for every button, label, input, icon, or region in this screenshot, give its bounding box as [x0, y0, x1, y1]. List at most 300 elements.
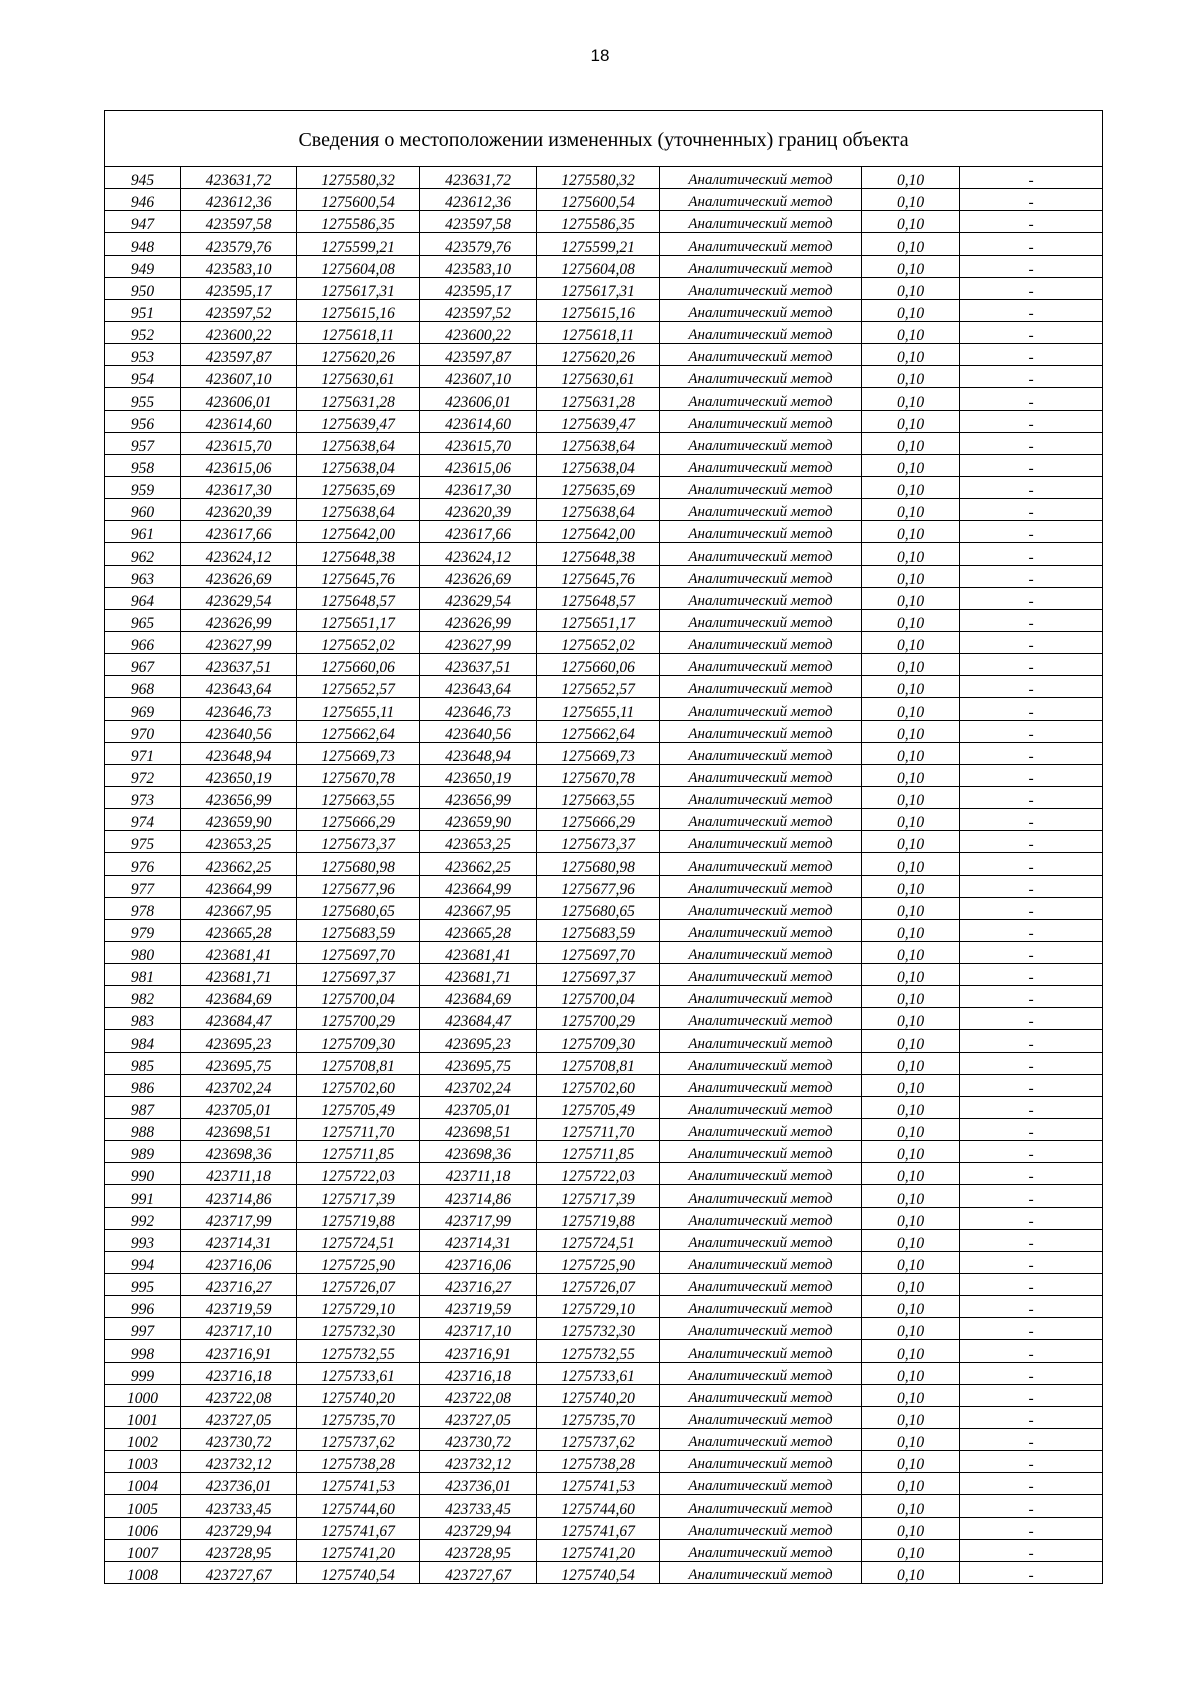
method-cell: Аналитический метод: [660, 410, 862, 432]
accuracy-cell: 0,10: [862, 454, 960, 476]
table-row: [105, 277, 1103, 299]
x-old-cell: 423716,27: [181, 1274, 297, 1296]
description-cell: -: [960, 986, 1103, 1008]
description-cell: -: [960, 1274, 1103, 1296]
table-row: [105, 986, 1103, 1008]
point-number-cell: 985: [105, 1052, 181, 1074]
y-new-cell: 1275741,67: [537, 1517, 660, 1539]
x-old-cell: 423631,72: [181, 167, 297, 189]
table-row: [105, 1163, 1103, 1185]
table-row: [105, 1384, 1103, 1406]
method-cell: Аналитический метод: [660, 233, 862, 255]
point-number-cell: 986: [105, 1074, 181, 1096]
description-cell: -: [960, 1384, 1103, 1406]
description-cell: -: [960, 742, 1103, 764]
x-new-cell: 423606,01: [420, 388, 537, 410]
accuracy-cell: 0,10: [862, 1517, 960, 1539]
x-new-cell: 423667,95: [420, 897, 537, 919]
y-old-cell: 1275670,78: [297, 764, 420, 786]
description-cell: -: [960, 676, 1103, 698]
y-old-cell: 1275599,21: [297, 233, 420, 255]
table-row: [105, 875, 1103, 897]
y-new-cell: 1275651,17: [537, 609, 660, 631]
method-cell: Аналитический метод: [660, 366, 862, 388]
x-old-cell: 423730,72: [181, 1429, 297, 1451]
description-cell: -: [960, 1318, 1103, 1340]
method-cell: Аналитический метод: [660, 1451, 862, 1473]
method-cell: Аналитический метод: [660, 1207, 862, 1229]
point-number-cell: 978: [105, 897, 181, 919]
description-cell: -: [960, 321, 1103, 343]
x-old-cell: 423659,90: [181, 809, 297, 831]
y-new-cell: 1275740,54: [537, 1561, 660, 1583]
y-new-cell: 1275580,32: [537, 167, 660, 189]
table-row: [105, 1362, 1103, 1384]
x-new-cell: 423684,47: [420, 1008, 537, 1030]
point-number-cell: 1002: [105, 1429, 181, 1451]
description-cell: -: [960, 454, 1103, 476]
x-old-cell: 423624,12: [181, 543, 297, 565]
point-number-cell: 954: [105, 366, 181, 388]
table-row: [105, 853, 1103, 875]
y-old-cell: 1275717,39: [297, 1185, 420, 1207]
accuracy-cell: 0,10: [862, 344, 960, 366]
x-new-cell: 423702,24: [420, 1074, 537, 1096]
accuracy-cell: 0,10: [862, 1141, 960, 1163]
y-old-cell: 1275673,37: [297, 831, 420, 853]
y-new-cell: 1275662,64: [537, 720, 660, 742]
accuracy-cell: 0,10: [862, 631, 960, 653]
accuracy-cell: 0,10: [862, 1030, 960, 1052]
point-number-cell: 963: [105, 565, 181, 587]
method-cell: Аналитический метод: [660, 831, 862, 853]
y-new-cell: 1275642,00: [537, 521, 660, 543]
x-old-cell: 423637,51: [181, 654, 297, 676]
y-new-cell: 1275655,11: [537, 698, 660, 720]
table-row: [105, 1030, 1103, 1052]
x-new-cell: 423607,10: [420, 366, 537, 388]
method-cell: Аналитический метод: [660, 654, 862, 676]
method-cell: Аналитический метод: [660, 1008, 862, 1030]
point-number-cell: 958: [105, 454, 181, 476]
description-cell: -: [960, 698, 1103, 720]
y-new-cell: 1275724,51: [537, 1229, 660, 1251]
table-row: [105, 1008, 1103, 1030]
point-number-cell: 996: [105, 1296, 181, 1318]
point-number-cell: 979: [105, 919, 181, 941]
y-old-cell: 1275638,04: [297, 454, 420, 476]
x-old-cell: 423650,19: [181, 764, 297, 786]
y-old-cell: 1275697,70: [297, 941, 420, 963]
x-old-cell: 423722,08: [181, 1384, 297, 1406]
accuracy-cell: 0,10: [862, 543, 960, 565]
x-old-cell: 423597,52: [181, 299, 297, 321]
x-old-cell: 423648,94: [181, 742, 297, 764]
y-new-cell: 1275741,53: [537, 1473, 660, 1495]
point-number-cell: 965: [105, 609, 181, 631]
x-new-cell: 423684,69: [420, 986, 537, 1008]
method-cell: Аналитический метод: [660, 321, 862, 343]
y-old-cell: 1275638,64: [297, 432, 420, 454]
x-old-cell: 423695,75: [181, 1052, 297, 1074]
method-cell: Аналитический метод: [660, 189, 862, 211]
x-old-cell: 423664,99: [181, 875, 297, 897]
table-row: [105, 1052, 1103, 1074]
y-old-cell: 1275580,32: [297, 167, 420, 189]
description-cell: -: [960, 1207, 1103, 1229]
method-cell: Аналитический метод: [660, 454, 862, 476]
method-cell: Аналитический метод: [660, 1052, 862, 1074]
accuracy-cell: 0,10: [862, 764, 960, 786]
y-new-cell: 1275719,88: [537, 1207, 660, 1229]
y-old-cell: 1275719,88: [297, 1207, 420, 1229]
description-cell: -: [960, 277, 1103, 299]
boundary-coordinates-table: [104, 110, 1103, 1584]
method-cell: Аналитический метод: [660, 1251, 862, 1273]
method-cell: Аналитический метод: [660, 1318, 862, 1340]
accuracy-cell: 0,10: [862, 1539, 960, 1561]
method-cell: Аналитический метод: [660, 919, 862, 941]
point-number-cell: 945: [105, 167, 181, 189]
table-row: [105, 1096, 1103, 1118]
method-cell: Аналитический метод: [660, 1561, 862, 1583]
x-old-cell: 423714,31: [181, 1229, 297, 1251]
y-old-cell: 1275648,57: [297, 587, 420, 609]
accuracy-cell: 0,10: [862, 809, 960, 831]
table-row: [105, 543, 1103, 565]
y-new-cell: 1275697,70: [537, 941, 660, 963]
x-new-cell: 423629,54: [420, 587, 537, 609]
x-new-cell: 423583,10: [420, 255, 537, 277]
y-old-cell: 1275726,07: [297, 1274, 420, 1296]
x-old-cell: 423736,01: [181, 1473, 297, 1495]
table-row: [105, 587, 1103, 609]
accuracy-cell: 0,10: [862, 1296, 960, 1318]
accuracy-cell: 0,10: [862, 1163, 960, 1185]
table-row: [105, 1495, 1103, 1517]
accuracy-cell: 0,10: [862, 897, 960, 919]
accuracy-cell: 0,10: [862, 1074, 960, 1096]
description-cell: -: [960, 366, 1103, 388]
y-old-cell: 1275660,06: [297, 654, 420, 676]
point-number-cell: 988: [105, 1119, 181, 1141]
method-cell: Аналитический метод: [660, 1296, 862, 1318]
point-number-cell: 947: [105, 211, 181, 233]
description-cell: -: [960, 1340, 1103, 1362]
y-new-cell: 1275639,47: [537, 410, 660, 432]
table-row: [105, 1473, 1103, 1495]
y-new-cell: 1275618,11: [537, 321, 660, 343]
x-new-cell: 423659,90: [420, 809, 537, 831]
x-new-cell: 423597,87: [420, 344, 537, 366]
x-old-cell: 423698,36: [181, 1141, 297, 1163]
table-row: [105, 897, 1103, 919]
y-new-cell: 1275648,38: [537, 543, 660, 565]
method-cell: Аналитический метод: [660, 1539, 862, 1561]
point-number-cell: 980: [105, 941, 181, 963]
point-number-cell: 995: [105, 1274, 181, 1296]
accuracy-cell: 0,10: [862, 1384, 960, 1406]
y-old-cell: 1275604,08: [297, 255, 420, 277]
description-cell: -: [960, 1517, 1103, 1539]
point-number-cell: 994: [105, 1251, 181, 1273]
table-row: [105, 1074, 1103, 1096]
table-row: [105, 255, 1103, 277]
y-old-cell: 1275680,98: [297, 853, 420, 875]
method-cell: Аналитический метод: [660, 167, 862, 189]
point-number-cell: 953: [105, 344, 181, 366]
description-cell: -: [960, 720, 1103, 742]
point-number-cell: 974: [105, 809, 181, 831]
accuracy-cell: 0,10: [862, 1429, 960, 1451]
method-cell: Аналитический метод: [660, 698, 862, 720]
x-old-cell: 423716,91: [181, 1340, 297, 1362]
y-old-cell: 1275724,51: [297, 1229, 420, 1251]
x-new-cell: 423717,99: [420, 1207, 537, 1229]
y-new-cell: 1275652,02: [537, 631, 660, 653]
accuracy-cell: 0,10: [862, 366, 960, 388]
point-number-cell: 956: [105, 410, 181, 432]
x-new-cell: 423695,23: [420, 1030, 537, 1052]
y-old-cell: 1275700,29: [297, 1008, 420, 1030]
method-cell: Аналитический метод: [660, 986, 862, 1008]
description-cell: -: [960, 1185, 1103, 1207]
method-cell: Аналитический метод: [660, 676, 862, 698]
accuracy-cell: 0,10: [862, 432, 960, 454]
y-new-cell: 1275700,04: [537, 986, 660, 1008]
table-row: [105, 299, 1103, 321]
table-row: [105, 676, 1103, 698]
accuracy-cell: 0,10: [862, 1207, 960, 1229]
description-cell: -: [960, 499, 1103, 521]
table-row: [105, 476, 1103, 498]
x-old-cell: 423615,70: [181, 432, 297, 454]
description-cell: -: [960, 189, 1103, 211]
table-row: [105, 410, 1103, 432]
y-old-cell: 1275662,64: [297, 720, 420, 742]
x-new-cell: 423736,01: [420, 1473, 537, 1495]
x-new-cell: 423727,67: [420, 1561, 537, 1583]
x-new-cell: 423662,25: [420, 853, 537, 875]
method-cell: Аналитический метод: [660, 875, 862, 897]
accuracy-cell: 0,10: [862, 388, 960, 410]
y-new-cell: 1275638,04: [537, 454, 660, 476]
y-new-cell: 1275740,20: [537, 1384, 660, 1406]
accuracy-cell: 0,10: [862, 1340, 960, 1362]
accuracy-cell: 0,10: [862, 233, 960, 255]
point-number-cell: 987: [105, 1096, 181, 1118]
point-number-cell: 970: [105, 720, 181, 742]
description-cell: -: [960, 1561, 1103, 1583]
x-old-cell: 423627,99: [181, 631, 297, 653]
point-number-cell: 969: [105, 698, 181, 720]
method-cell: Аналитический метод: [660, 964, 862, 986]
table-row: [105, 233, 1103, 255]
point-number-cell: 971: [105, 742, 181, 764]
method-cell: Аналитический метод: [660, 720, 862, 742]
table-row: [105, 1517, 1103, 1539]
y-old-cell: 1275666,29: [297, 809, 420, 831]
x-new-cell: 423617,30: [420, 476, 537, 498]
table-row: [105, 831, 1103, 853]
y-old-cell: 1275680,65: [297, 897, 420, 919]
y-old-cell: 1275663,55: [297, 786, 420, 808]
accuracy-cell: 0,10: [862, 698, 960, 720]
y-new-cell: 1275741,20: [537, 1539, 660, 1561]
x-new-cell: 423681,71: [420, 964, 537, 986]
x-old-cell: 423629,54: [181, 587, 297, 609]
point-number-cell: 973: [105, 786, 181, 808]
boundary-table-container: [104, 110, 1102, 1584]
table-row: [105, 609, 1103, 631]
table-row: [105, 698, 1103, 720]
x-old-cell: 423646,73: [181, 698, 297, 720]
point-number-cell: 992: [105, 1207, 181, 1229]
description-cell: -: [960, 521, 1103, 543]
y-new-cell: 1275635,69: [537, 476, 660, 498]
description-cell: -: [960, 233, 1103, 255]
description-cell: -: [960, 388, 1103, 410]
y-new-cell: 1275702,60: [537, 1074, 660, 1096]
table-row: [105, 941, 1103, 963]
method-cell: Аналитический метод: [660, 299, 862, 321]
method-cell: Аналитический метод: [660, 1384, 862, 1406]
description-cell: -: [960, 919, 1103, 941]
point-number-cell: 967: [105, 654, 181, 676]
y-new-cell: 1275673,37: [537, 831, 660, 853]
y-new-cell: 1275670,78: [537, 764, 660, 786]
method-cell: Аналитический метод: [660, 764, 862, 786]
accuracy-cell: 0,10: [862, 277, 960, 299]
x-new-cell: 423643,64: [420, 676, 537, 698]
point-number-cell: 959: [105, 476, 181, 498]
method-cell: Аналитический метод: [660, 853, 862, 875]
x-new-cell: 423595,17: [420, 277, 537, 299]
table-row: [105, 521, 1103, 543]
x-new-cell: 423665,28: [420, 919, 537, 941]
description-cell: -: [960, 410, 1103, 432]
x-new-cell: 423579,76: [420, 233, 537, 255]
x-new-cell: 423617,66: [420, 521, 537, 543]
y-new-cell: 1275711,70: [537, 1119, 660, 1141]
method-cell: Аналитический метод: [660, 499, 862, 521]
x-old-cell: 423702,24: [181, 1074, 297, 1096]
y-old-cell: 1275725,90: [297, 1251, 420, 1273]
y-new-cell: 1275737,62: [537, 1429, 660, 1451]
method-cell: Аналитический метод: [660, 1517, 862, 1539]
method-cell: Аналитический метод: [660, 1274, 862, 1296]
table-row: [105, 1229, 1103, 1251]
x-new-cell: 423615,70: [420, 432, 537, 454]
y-old-cell: 1275735,70: [297, 1406, 420, 1428]
table-row: [105, 1274, 1103, 1296]
y-old-cell: 1275615,16: [297, 299, 420, 321]
accuracy-cell: 0,10: [862, 1052, 960, 1074]
y-old-cell: 1275651,17: [297, 609, 420, 631]
x-old-cell: 423617,30: [181, 476, 297, 498]
accuracy-cell: 0,10: [862, 321, 960, 343]
description-cell: -: [960, 1163, 1103, 1185]
method-cell: Аналитический метод: [660, 1096, 862, 1118]
accuracy-cell: 0,10: [862, 786, 960, 808]
table-row: [105, 1296, 1103, 1318]
x-old-cell: 423620,39: [181, 499, 297, 521]
x-old-cell: 423595,17: [181, 277, 297, 299]
method-cell: Аналитический метод: [660, 1030, 862, 1052]
x-new-cell: 423664,99: [420, 875, 537, 897]
x-new-cell: 423722,08: [420, 1384, 537, 1406]
point-number-cell: 993: [105, 1229, 181, 1251]
y-new-cell: 1275615,16: [537, 299, 660, 321]
x-old-cell: 423597,87: [181, 344, 297, 366]
method-cell: Аналитический метод: [660, 609, 862, 631]
x-old-cell: 423662,25: [181, 853, 297, 875]
description-cell: -: [960, 1229, 1103, 1251]
point-number-cell: 972: [105, 764, 181, 786]
accuracy-cell: 0,10: [862, 189, 960, 211]
table-row: [105, 189, 1103, 211]
y-new-cell: 1275617,31: [537, 277, 660, 299]
method-cell: Аналитический метод: [660, 742, 862, 764]
x-old-cell: 423717,10: [181, 1318, 297, 1340]
y-old-cell: 1275705,49: [297, 1096, 420, 1118]
accuracy-cell: 0,10: [862, 1495, 960, 1517]
point-number-cell: 964: [105, 587, 181, 609]
y-old-cell: 1275683,59: [297, 919, 420, 941]
method-cell: Аналитический метод: [660, 344, 862, 366]
table-row: [105, 388, 1103, 410]
description-cell: -: [960, 1052, 1103, 1074]
x-new-cell: 423714,31: [420, 1229, 537, 1251]
point-number-cell: 952: [105, 321, 181, 343]
point-number-cell: 997: [105, 1318, 181, 1340]
y-new-cell: 1275648,57: [537, 587, 660, 609]
x-new-cell: 423681,41: [420, 941, 537, 963]
method-cell: Аналитический метод: [660, 1185, 862, 1207]
table-row: [105, 167, 1103, 189]
description-cell: -: [960, 1362, 1103, 1384]
table-row: [105, 1451, 1103, 1473]
y-old-cell: 1275737,62: [297, 1429, 420, 1451]
accuracy-cell: 0,10: [862, 1362, 960, 1384]
point-number-cell: 966: [105, 631, 181, 653]
table-row: [105, 565, 1103, 587]
x-old-cell: 423612,36: [181, 189, 297, 211]
description-cell: -: [960, 875, 1103, 897]
point-number-cell: 946: [105, 189, 181, 211]
y-old-cell: 1275642,00: [297, 521, 420, 543]
accuracy-cell: 0,10: [862, 1119, 960, 1141]
description-cell: -: [960, 1296, 1103, 1318]
description-cell: -: [960, 565, 1103, 587]
x-new-cell: 423728,95: [420, 1539, 537, 1561]
y-old-cell: 1275744,60: [297, 1495, 420, 1517]
point-number-cell: 968: [105, 676, 181, 698]
accuracy-cell: 0,10: [862, 1251, 960, 1273]
table-row: [105, 964, 1103, 986]
accuracy-cell: 0,10: [862, 919, 960, 941]
x-new-cell: 423716,06: [420, 1251, 537, 1273]
y-old-cell: 1275711,70: [297, 1119, 420, 1141]
table-row: [105, 1340, 1103, 1362]
method-cell: Аналитический метод: [660, 1473, 862, 1495]
y-new-cell: 1275631,28: [537, 388, 660, 410]
x-old-cell: 423716,18: [181, 1362, 297, 1384]
x-new-cell: 423614,60: [420, 410, 537, 432]
table-row: [105, 809, 1103, 831]
description-cell: -: [960, 167, 1103, 189]
accuracy-cell: 0,10: [862, 1406, 960, 1428]
